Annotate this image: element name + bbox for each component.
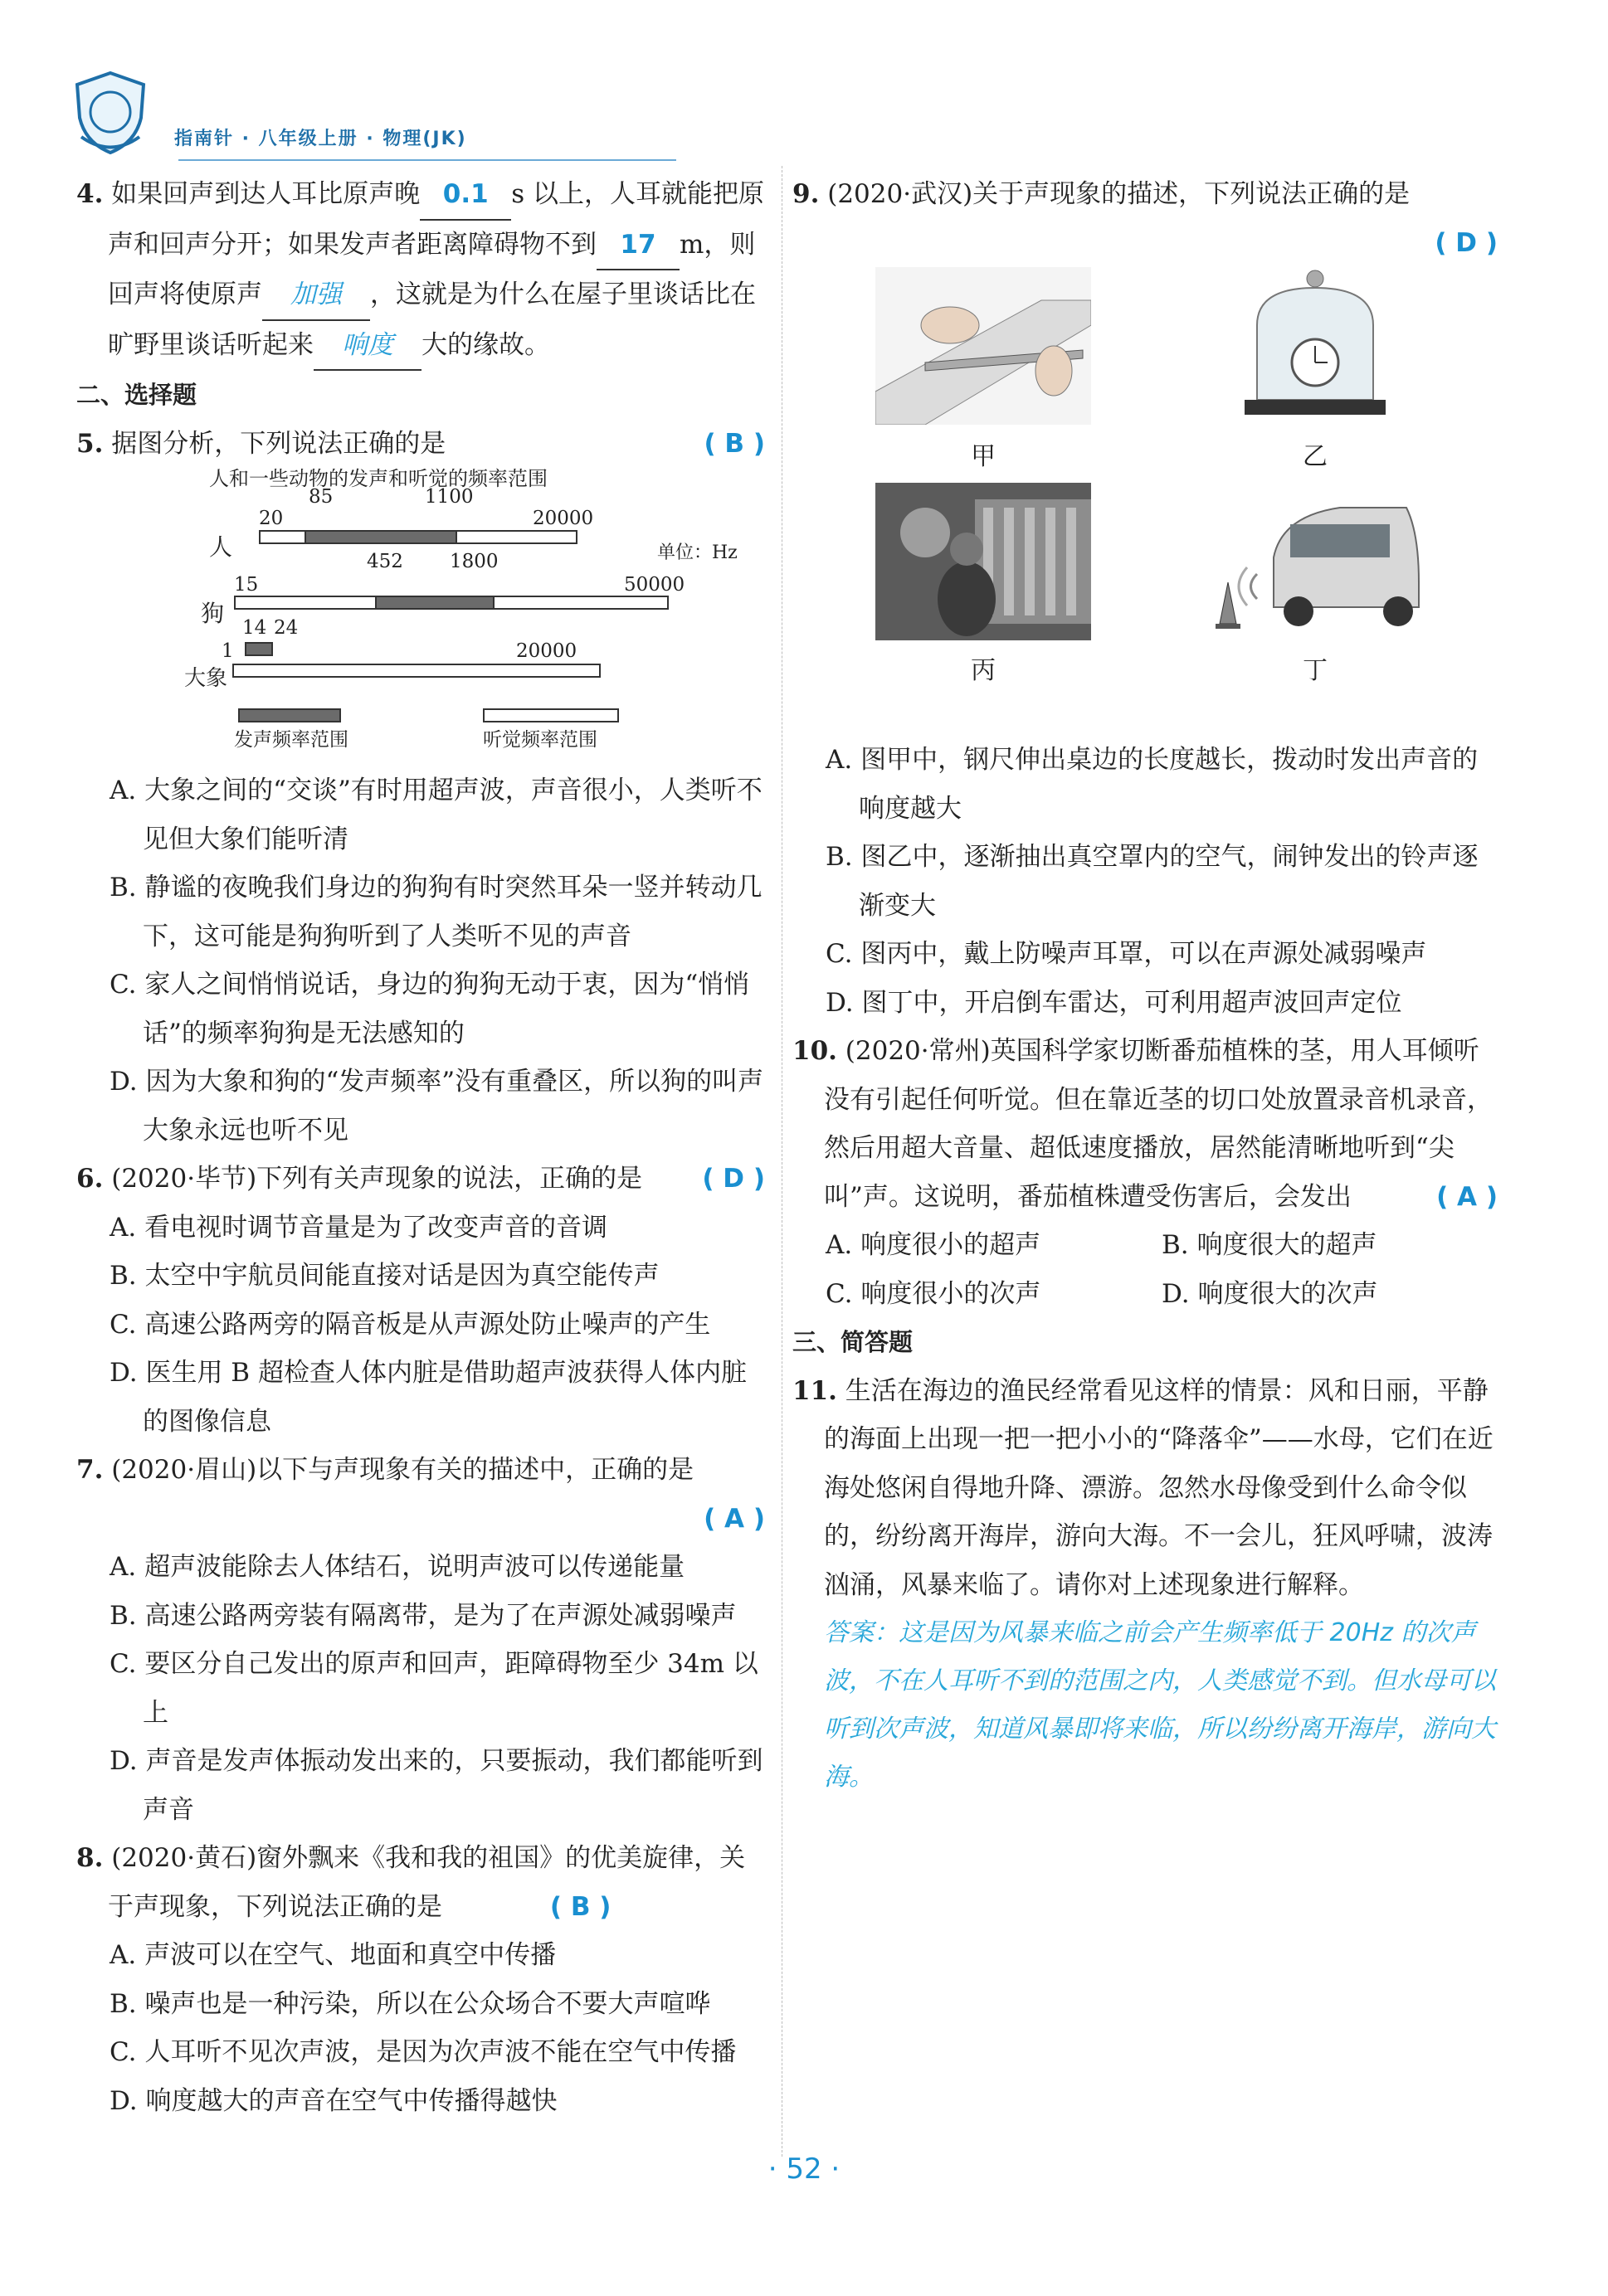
q5-option-b[interactable]: B. 静谧的夜晚我们身边的狗狗有时突然耳朵一竖并转动几下，这可能是狗狗听到了人类听不见的声音 <box>110 873 763 951</box>
q10-option-d[interactable]: D. 响度很大的次声 <box>1162 1278 1378 1309</box>
q8-option-a[interactable]: A. 声波可以在空气、地面和真空中传播 <box>110 1940 557 1970</box>
q8-number: 8. <box>76 1843 104 1873</box>
q5-answer: ( B ) <box>704 428 765 459</box>
q10-option-b[interactable]: B. 响度很大的超声 <box>1162 1230 1377 1260</box>
human-hear-max: 20000 <box>533 508 594 529</box>
q10-option-c[interactable]: C. 响度很小的次声 <box>826 1278 1041 1309</box>
q4-text-2: s 以上，人耳就能把 <box>511 179 738 209</box>
legend-hear-label: 听觉频率范围 <box>483 729 597 751</box>
page-number: · 52 · <box>767 2152 841 2186</box>
dog-hear-max: 50000 <box>624 574 685 596</box>
page-header <box>58 58 631 166</box>
header-rule <box>178 159 676 161</box>
q7-answer: ( A ) <box>704 1503 765 1534</box>
dog-hear-min: 15 <box>234 574 259 596</box>
ruler-on-desk-image <box>875 267 1091 425</box>
human-hear-min: 20 <box>259 508 284 529</box>
section-2-heading: 二、选择题 <box>76 381 197 409</box>
q10-number: 10. <box>792 1036 837 1066</box>
right-column <box>792 170 1498 1802</box>
car-parking-radar-image <box>1207 483 1423 640</box>
q10-options-row-2 <box>792 1270 1498 1319</box>
chart-title: 人和一些动物的发声和听觉的频率范围 <box>209 467 548 490</box>
q7-option-a[interactable]: A. 超声波能除去人体结石，说明声波可以传递能量 <box>110 1552 685 1582</box>
q10-option-a[interactable]: A. 响度很小的超声 <box>826 1230 1041 1260</box>
row-label-elephant: 大象 <box>184 666 228 691</box>
question-4 <box>76 170 765 371</box>
q6-number: 6. <box>76 1164 104 1194</box>
q4-text-7: 比在旷野里谈话听起来 <box>108 280 756 360</box>
q7-option-c[interactable]: C. 要区分自己发出的原声和回声，距障碍物至少 34m 以上 <box>110 1649 758 1728</box>
human-sound-min: 85 <box>309 486 334 508</box>
q6-option-d[interactable]: D. 医生用 B 超检查人体内脏是借助超声波获得人体内脏的图像信息 <box>110 1358 747 1437</box>
question-10 <box>792 1027 1498 1221</box>
caption-yi: 乙 <box>1303 442 1328 471</box>
question-6 <box>76 1155 765 1204</box>
q5-number: 5. <box>76 428 104 459</box>
elephant-hear-min: 1 <box>222 640 234 662</box>
elephant-hearing-bar <box>232 664 601 678</box>
q11-stem: 生活在海边的渔民经常看见这样的情景：风和日丽，平静的海面上出现一把一把小小的“降落伞”——水母，它们在近海处悠闲自得地升降、漂游。忽然水母像受到什么命令似的，纷纷离开海岸，游向大海。不一会儿，狂风呼啸，波涛汹涌，风暴来临了。请你对上述现象进行解释。 <box>824 1375 1493 1600</box>
question-5 <box>76 420 765 469</box>
section-3-heading: 三、简答题 <box>792 1328 914 1356</box>
q8-stem: (2020·黄石)窗外飘来《我和我的祖国》的优美旋律，关于声现象，下列说法正确的是 <box>108 1843 746 1922</box>
q11-number: 11. <box>792 1375 837 1406</box>
legend-sound-swatch <box>238 708 341 722</box>
q4-text-8: 大的缘故。 <box>421 329 550 360</box>
q8-option-d[interactable]: D. 响度越大的声音在空气中传播得越快 <box>110 2085 558 2116</box>
q9-option-d[interactable]: D. 图丁中，开启倒车雷达，可利用超声波回声定位 <box>826 987 1402 1018</box>
q9-figures <box>850 267 1514 736</box>
chart-unit: 单位：Hz <box>657 542 738 563</box>
q7-stem: (2020·眉山)以下与声现象有关的描述中，正确的是 <box>111 1455 694 1485</box>
q4-number: 4. <box>76 179 104 209</box>
q5-option-c[interactable]: C. 家人之间悄悄说话，身边的狗狗无动于衷，因为“悄悄话”的频率狗狗是无法感知的 <box>110 970 750 1048</box>
elephant-sound-min: 14 <box>242 617 267 639</box>
q7-option-d[interactable]: D. 声音是发声体振动发出来的，只要振动，我们都能听到声音 <box>110 1746 763 1825</box>
q9-stem: (2020·武汉)关于声现象的描述，下列说法正确的是 <box>827 179 1411 209</box>
q6-option-c[interactable]: C. 高速公路两旁的隔音板是从声源处防止噪声的产生 <box>110 1309 711 1340</box>
q5-option-d[interactable]: D. 因为大象和狗的“发声频率”没有重叠区，所以狗的叫声大象永远也听不见 <box>110 1067 764 1146</box>
question-9 <box>792 170 1498 267</box>
q10-options-row-1 <box>792 1221 1498 1270</box>
q9-option-a[interactable]: A. 图甲中，钢尺伸出桌边的长度越长，拨动时发出声音的响度越大 <box>826 745 1479 824</box>
legend-sound-label: 发声频率范围 <box>234 729 348 751</box>
q4-blank-2[interactable]: 17 <box>597 221 680 271</box>
elephant-sound-max: 24 <box>274 617 299 639</box>
q6-answer: ( D ) <box>702 1164 765 1194</box>
q10-answer: ( A ) <box>1436 1181 1498 1212</box>
q4-blank-3[interactable]: 加强 <box>262 270 370 321</box>
q9-option-b[interactable]: B. 图乙中，逐渐抽出真空罩内的空气，闹钟发出的铃声逐渐变大 <box>826 842 1479 921</box>
frequency-range-chart <box>110 467 738 766</box>
q6-option-b[interactable]: B. 太空中宇航员间能直接对话是因为真空能传声 <box>110 1261 660 1291</box>
question-7 <box>76 1446 765 1543</box>
dog-sound-min: 452 <box>367 551 403 572</box>
q4-text-4: m， <box>680 229 730 260</box>
q4-text-1: 如果回声到达人耳比原声晚 <box>111 179 421 209</box>
caption-jia: 甲 <box>971 442 996 471</box>
dog-sound-max: 1800 <box>450 551 499 572</box>
q4-blank-4[interactable]: 响度 <box>314 321 421 372</box>
left-column <box>76 170 765 2125</box>
q8-answer: ( B ) <box>549 1891 612 1922</box>
q7-option-b[interactable]: B. 高速公路两旁装有隔离带，是为了在声源处减弱噪声 <box>110 1600 737 1631</box>
elephant-hear-max: 20000 <box>516 640 577 662</box>
q9-answer: ( D ) <box>1435 227 1498 258</box>
dog-sound-bar <box>375 596 495 610</box>
q9-option-c[interactable]: C. 图丙中，戴上防噪声耳罩，可以在声源处减弱噪声 <box>826 939 1427 969</box>
q4-text-5: 则回声将使原声 <box>108 229 756 309</box>
factory-worker-image <box>875 483 1091 640</box>
bell-jar-clock-image <box>1207 267 1423 425</box>
q4-text-3: 原声和回声分开；如果发声者距离障碍物不到 <box>108 179 764 260</box>
q8-option-b[interactable]: B. 噪声也是一种污染，所以在公众场合不要大声喧哗 <box>110 1988 711 2019</box>
caption-bing: 丙 <box>971 656 996 685</box>
q11-answer-text: 答案：这是因为风暴来临之前会产生频率低于 20Hz 的次声波，不在人耳听不到的范围之内，人类感觉不到。但水母可以听到次声波，知道风暴即将来临，所以纷纷离开海岸，游向大海。 <box>824 1618 1496 1792</box>
q5-stem: 据图分析，下列说法正确的是 <box>111 428 446 459</box>
question-11 <box>792 1367 1498 1610</box>
q6-stem: (2020·毕节)下列有关声现象的说法，正确的是 <box>111 1164 643 1194</box>
q7-number: 7. <box>76 1455 104 1485</box>
q5-option-a[interactable]: A. 大象之间的“交谈”有时用超声波，声音很小，人类听不见但大象们能听清 <box>110 776 763 854</box>
row-label-human: 人 <box>209 533 233 561</box>
q9-number: 9. <box>792 179 820 209</box>
header-title: 指南针 · 八年级上册 · 物理(JK) <box>174 129 467 149</box>
legend-hear-swatch <box>483 708 619 722</box>
human-sound-max: 1100 <box>425 486 474 508</box>
caption-ding: 丁 <box>1303 656 1328 685</box>
q6-option-a[interactable]: A. 看电视时调节音量是为了改变声音的音调 <box>110 1212 608 1243</box>
row-label-dog: 狗 <box>201 600 225 627</box>
q4-text-6: ，这就是为什么在屋子里谈话 <box>370 280 704 309</box>
elephant-sound-bar <box>245 642 273 656</box>
q4-blank-1[interactable]: 0.1 <box>420 170 511 221</box>
shield-logo-icon <box>65 66 156 158</box>
q8-option-c[interactable]: C. 人耳听不见次声波，是因为次声波不能在空气中传播 <box>110 2037 737 2067</box>
q10-stem: (2020·常州)英国科学家切断番茄植株的茎，用人耳倾听没有引起任何听觉。但在靠近茎的切口处放置录音机录音，然后用超大音量、超低速度播放，居然能清晰地听到“尖叫”声。这说明，番茄植株遭受伤害后，会发出 <box>824 1036 1493 1212</box>
human-sound-bar <box>305 530 457 544</box>
question-8 <box>76 1834 765 1931</box>
